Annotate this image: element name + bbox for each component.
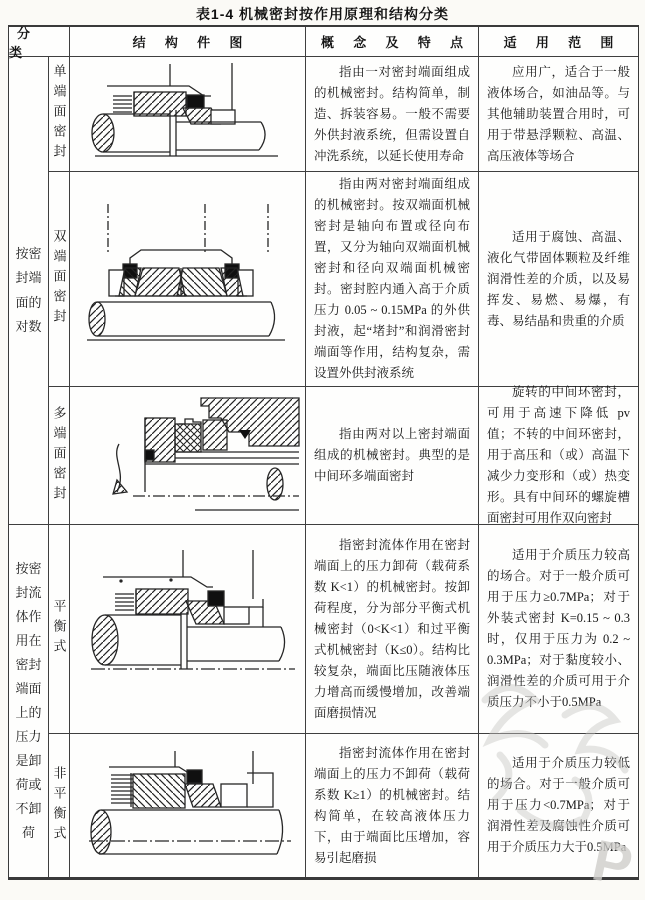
unbalanced-seal-diagram xyxy=(69,734,305,877)
concept-multi-face-seal: 指由两对以上密封端面组成的机械密封。典型的是中间环多端面密封 xyxy=(305,387,478,525)
row-label-multi-face-seal: 多端面密封 xyxy=(48,387,69,525)
balanced-seal-diagram xyxy=(69,525,305,734)
scope-double-face-seal: 适用于腐蚀、高温、液化气带固体颗粒及纤维润滑性差的介质，以及易挥发、易燃、易爆，有毒、易结晶和贵重的介质 xyxy=(478,172,638,387)
concept-double-face-seal: 指由两对密封端面组成的机械密封。按双端面机械密封是轴向布置或径向布置，又分为轴向双端面机械密封和径向双端面机械密封。密封腔内通入高于介质压力 0.05 ~ 0.15MPa 的外供封液，起“堵封”和润滑密封端面等作用，结构复杂，需设置外供封液系统 xyxy=(305,172,478,387)
double-face-seal-diagram xyxy=(69,172,305,387)
header-concept-features: 概 念 及 特 点 xyxy=(305,27,478,57)
concept-balanced-seal: 指密封流体作用在密封端面上的压力卸荷（载荷系数 K<1）的机械密封。按卸荷程度，分为部分平衡式机械密封（0<K<1）和过平衡式机械密封（K≤0）。结构比较复杂，端面比压随液体压力增高而缓慢增加，改善端面磨损情况 xyxy=(305,525,478,734)
multi-face-seal-diagram xyxy=(69,387,305,525)
row-label-unbalanced-seal: 非平衡式 xyxy=(48,734,69,877)
group-label-by-pressure-unloading: 按密封流体作用在密封端面上的压力是卸荷或不卸荷 xyxy=(15,560,42,841)
concept-single-face-seal: 指由一对密封端面组成的机械密封。结构简单，制造、拆装容易。一般不需要外供封液系统，但需设置自冲洗系统，以延长使用寿命 xyxy=(305,57,478,172)
concept-unbalanced-seal: 指密封流体作用在密封端面上的压力不卸荷（载荷系数 K≥1）的机械密封。结构简单，在较高液体压力下，由于端面比压增加，容易引起磨损 xyxy=(305,734,478,877)
row-label-single-face-seal: 单端面密封 xyxy=(48,57,69,172)
scope-balanced-seal: 适用于介质压力较高的场合。对于一般介质可用于压力≥0.7MPa；对于外装式密封 K=0.15 ~ 0.3 时，仅用于压力为 0.2 ~ 0.3MPa；对于黏度较小、润滑性差的介质可用于介质压力不小于0.5MPa xyxy=(478,525,638,734)
single-end-face-seal-icon xyxy=(75,61,301,167)
double-end-face-seal-icon xyxy=(75,198,301,360)
row-label-balanced-seal: 平衡式 xyxy=(48,525,69,734)
unbalanced-seal-icon xyxy=(75,751,301,861)
corner-watermark-letter: P xyxy=(586,827,639,900)
single-face-seal-diagram xyxy=(69,57,305,172)
header-classification: 分 类 xyxy=(9,27,69,57)
group-label-by-face-pairs: 按密封端面的对数 xyxy=(9,57,48,525)
header-structure-diagram: 结 构 件 图 xyxy=(69,27,305,57)
scope-multi-face-seal: 旋转的中间环密封，可用于高速下降低 pv 值；不转的中间环密封，用于高压和（或）高温下减少力变形和（或）热变形。具有中间环的螺旋槽面密封可用作双向密封 xyxy=(478,387,638,525)
multi-end-face-seal-icon xyxy=(75,392,301,520)
header-applicable-scope: 适 用 范 围 xyxy=(478,27,638,57)
balanced-seal-icon xyxy=(75,544,301,714)
scope-unbalanced-seal: 适用于介质压力较低的场合。对于一般介质可用于压力<0.7MPa；对于润滑性差及腐蚀性介质可用于介质压力大于0.5MPa xyxy=(478,734,638,877)
row-label-double-face-seal: 双端面密封 xyxy=(48,172,69,387)
scope-single-face-seal: 应用广，适合于一般液体场合，如油品等。与其他辅助装置合用时，可用于带悬浮颗粒、高温、高压液体等场合 xyxy=(478,57,638,172)
table-title: 表1-4 机械密封按作用原理和结构分类 xyxy=(195,6,450,22)
mechanical-seal-classification-table xyxy=(8,25,639,880)
